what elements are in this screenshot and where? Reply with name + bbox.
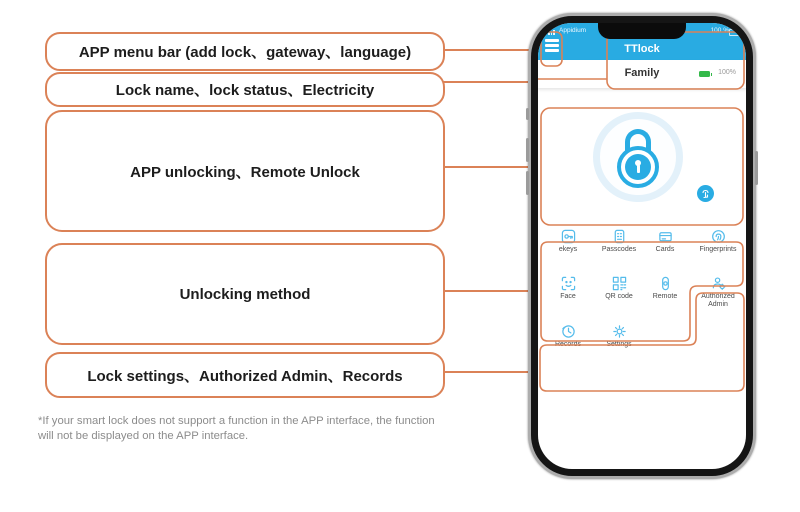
grid-item-cards[interactable] xyxy=(641,229,689,254)
grid-item-settings[interactable] xyxy=(595,324,643,349)
lock-icon xyxy=(617,146,659,188)
grid-item-fingerprints[interactable] xyxy=(694,229,742,254)
grid-item-passcodes[interactable] xyxy=(595,229,643,254)
settings-icon xyxy=(612,324,627,339)
phone-mockup xyxy=(528,13,756,479)
callout-app-unlocking xyxy=(45,110,445,232)
grid-item-label: Face xyxy=(560,293,576,300)
footnote: *If your smart lock does not support a function in the APP interface, the function will not be displayed on the APP interface. xyxy=(38,415,435,442)
connector-line xyxy=(441,290,538,292)
grid-item-label: Fingerprints xyxy=(699,246,737,253)
callout-label: Lock name、lock status、Electricity xyxy=(115,82,375,99)
authorized-admin-icon xyxy=(711,276,726,291)
status-battery-icon xyxy=(729,29,740,36)
remote-icon xyxy=(658,276,673,291)
grid-item-label: Records xyxy=(554,341,582,348)
grid-item-authorized-admin[interactable] xyxy=(692,276,744,309)
grid-item-qr-code[interactable] xyxy=(595,276,643,301)
volume-up-button xyxy=(526,138,529,162)
mute-switch xyxy=(526,108,529,120)
cards-icon xyxy=(658,229,673,244)
touch-icon xyxy=(697,185,714,202)
lock-battery-icon xyxy=(699,71,710,77)
grid-item-ekeys[interactable] xyxy=(544,229,592,254)
callout-lock-settings xyxy=(45,352,445,398)
grid-item-remote[interactable] xyxy=(641,276,689,301)
grid-item-label: ekeys xyxy=(558,246,578,253)
power-button xyxy=(755,151,758,185)
connector-line xyxy=(443,49,538,51)
grid-item-label: Passcodes xyxy=(601,246,637,253)
lock-name-label: Family xyxy=(624,67,660,79)
phone-notch xyxy=(598,23,686,39)
phone-screen xyxy=(538,23,746,469)
grid-item-label: Authorized Admin xyxy=(701,293,735,309)
signal-icon xyxy=(548,30,557,35)
callout-label: Lock settings、Authorized Admin、Records xyxy=(87,367,403,385)
grid-item-label: Cards xyxy=(655,246,675,253)
callout-label: Unlocking method xyxy=(179,285,311,303)
remote-unlock-button[interactable] xyxy=(697,185,714,202)
volume-down-button xyxy=(526,171,529,195)
passcodes-icon xyxy=(612,229,627,244)
connector-line xyxy=(441,81,538,83)
face-icon xyxy=(561,276,576,291)
connector-line xyxy=(441,371,538,373)
grid-item-face[interactable] xyxy=(544,276,592,301)
callout-app-menu-bar xyxy=(45,32,445,71)
callout-label: APP unlocking、Remote Unlock xyxy=(130,163,360,181)
grid-item-label: Remote xyxy=(652,293,678,300)
callout-unlocking-method xyxy=(45,243,445,345)
lock-battery-label: 100% xyxy=(718,69,736,76)
grid-item-label: Settings xyxy=(606,341,632,348)
menu-button[interactable] xyxy=(545,39,560,56)
ekeys-icon xyxy=(561,229,576,244)
app-title: TTlock xyxy=(624,43,660,55)
app-unlock-button[interactable] xyxy=(593,112,683,202)
fingerprints-icon xyxy=(711,229,726,244)
lock-name-row[interactable] xyxy=(538,60,746,88)
grid-item-label: QR code xyxy=(605,293,633,300)
connector-line xyxy=(441,166,538,168)
carrier-label: Appidium xyxy=(559,27,587,34)
grid-item-records[interactable] xyxy=(544,324,592,349)
callout-lock-name-status xyxy=(45,72,445,107)
records-icon xyxy=(561,324,576,339)
qr-code-icon xyxy=(612,276,627,291)
callout-label: APP menu bar (add lock、gateway、language) xyxy=(78,44,412,61)
status-battery-label: 100 % xyxy=(710,27,729,34)
